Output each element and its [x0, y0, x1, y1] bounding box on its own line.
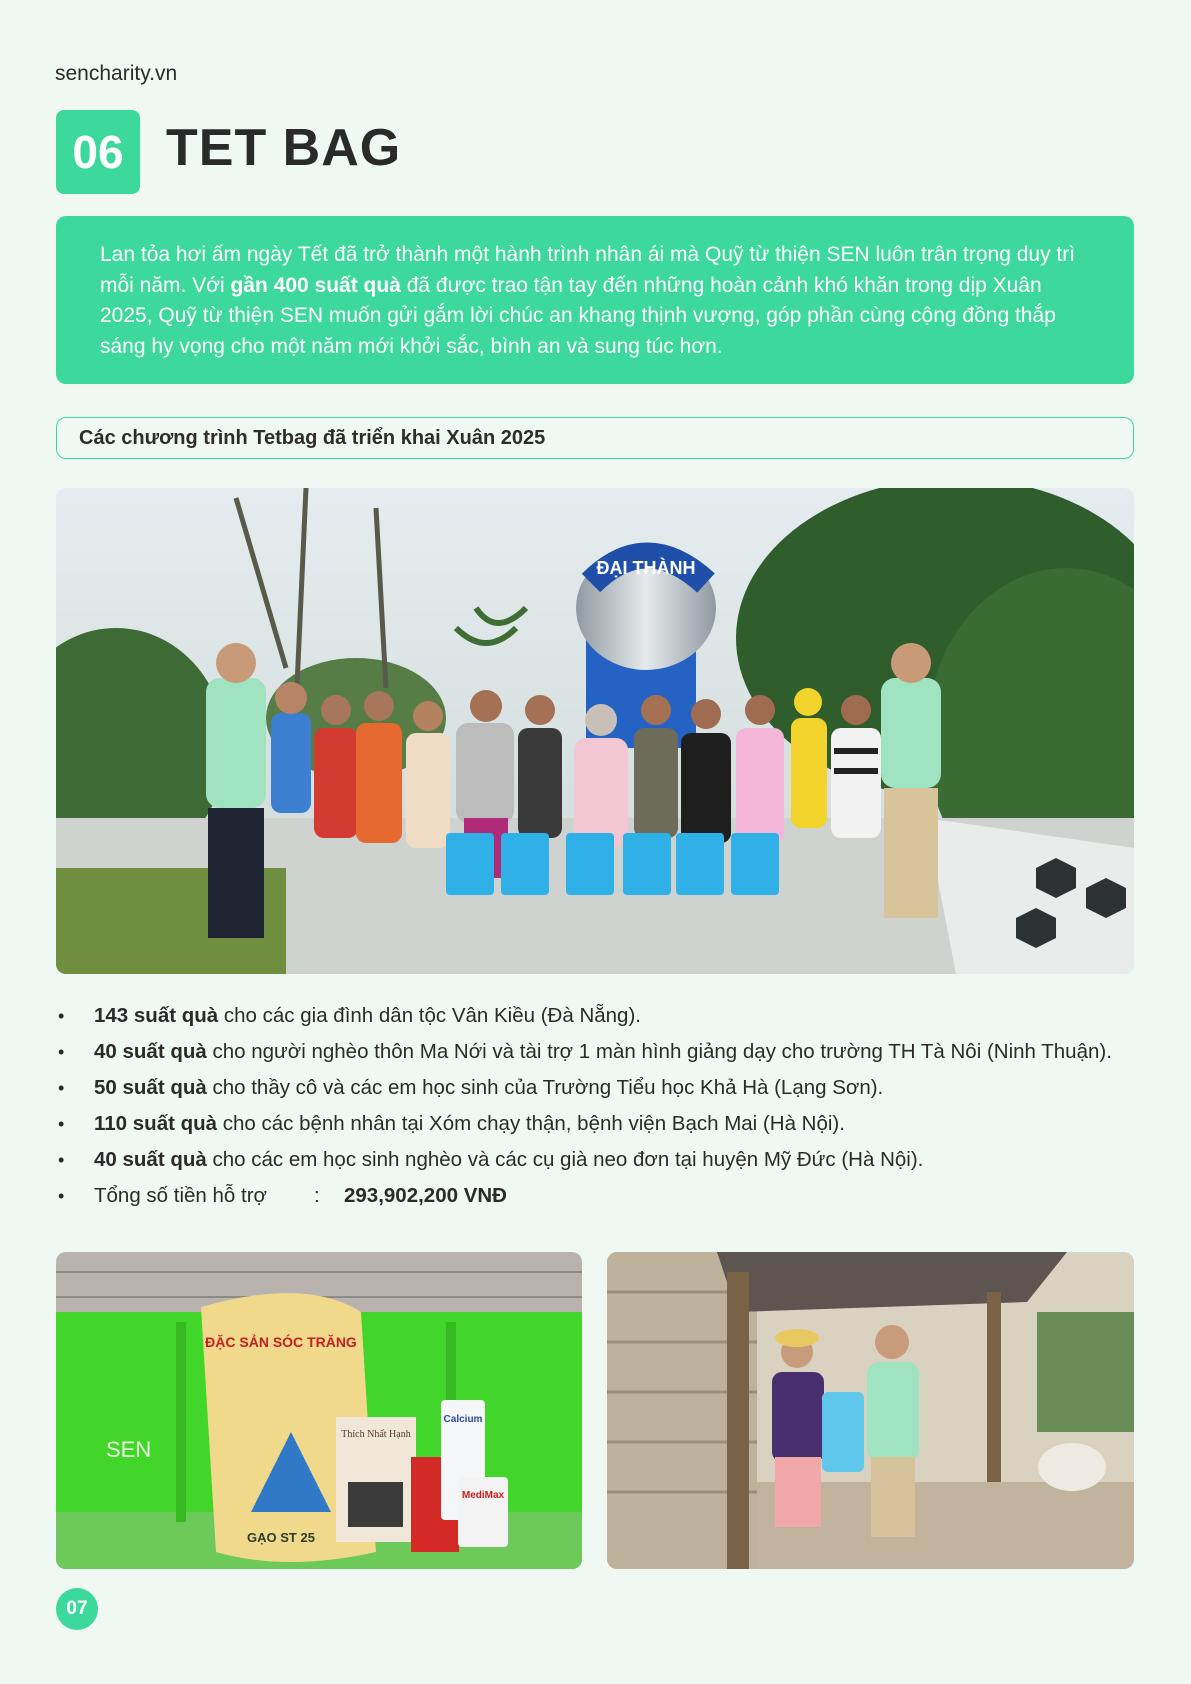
intro-box [56, 216, 1134, 384]
milk-label-2: MediMax [461, 1490, 505, 1501]
website-url: sencharity.vn [55, 62, 178, 85]
milk-label-1: Calcium [443, 1414, 483, 1425]
bullet-dot: • [58, 1149, 65, 1170]
total-row [56, 1178, 1156, 1214]
item-text: cho các em học sinh nghèo và các cụ già neo đơn tại huyện Mỹ Đức (Hà Nội). [206, 1148, 924, 1171]
item-count: 40 suất quà [94, 1148, 207, 1171]
rice-name-text: GẠO ST 25 [247, 1530, 315, 1545]
bullet-dot: • [58, 1185, 65, 1206]
item-count: 143 suất quà [94, 1004, 219, 1027]
bullet-dot: • [58, 1077, 65, 1098]
page-title: TET BAG [166, 119, 402, 177]
item-count: 40 suất quà [94, 1040, 207, 1063]
intro-highlight: gần 400 suất quà [230, 273, 401, 297]
rice-brand-text: ĐẶC SẢN SÓC TRĂNG [205, 1334, 357, 1350]
item-text: cho các bệnh nhân tại Xóm chạy thận, bệnh viện Bạch Mai (Hà Nội). [217, 1112, 845, 1135]
total-value: 293,902,200 VNĐ [344, 1184, 507, 1207]
section-heading: Các chương trình Tetbag đã triển khai Xuân 2025 [56, 417, 1134, 459]
book-label: Thích Nhất Hạnh [341, 1429, 411, 1440]
list-item [56, 1034, 1156, 1070]
section-number-badge: 06 [56, 110, 140, 194]
bullet-dot: • [58, 1041, 65, 1062]
item-text: cho các gia đình dân tộc Vân Kiều (Đà Nẵng). [218, 1004, 641, 1027]
tank-label: ĐẠI THÀNH [596, 558, 696, 578]
list-item [56, 1106, 1156, 1142]
list-item [56, 1142, 1156, 1178]
page-number: 07 [56, 1588, 98, 1630]
program-list [56, 998, 1156, 1214]
item-count: 50 suất quà [94, 1076, 207, 1099]
bullet-dot: • [58, 1005, 65, 1026]
list-item [56, 998, 1156, 1034]
item-text: cho thầy cô và các em học sinh của Trường Tiểu học Khả Hà (Lạng Sơn). [206, 1076, 884, 1099]
item-count: 110 suất quà [94, 1112, 218, 1135]
gift-bags-photo [56, 1252, 582, 1569]
total-colon: : [314, 1184, 320, 1207]
list-item [56, 1070, 1156, 1106]
sen-bag-logo: SEN [106, 1437, 152, 1462]
intro-text-start: Lan tỏa hơi ấm ngày Tết đã trở thành một hành trình nhân ái mà Quỹ từ thiện SEN luôn trân trọng duy trì mỗi năm. Với [100, 243, 1076, 297]
bullet-dot: • [58, 1113, 65, 1134]
group-photo [56, 488, 1134, 974]
item-text: cho người nghèo thôn Ma Nới và tài trợ 1 màn hình giảng dạy cho trường TH Tà Nôi (Ninh Thuận). [206, 1040, 1112, 1063]
total-label: Tổng số tiền hỗ trợ [94, 1184, 267, 1207]
gift-handover-photo [607, 1252, 1134, 1569]
intro-text-end: đã được trao tận tay đến những hoàn cảnh khó khăn trong dịp Xuân 2025, Quỹ từ thiện SEN muốn gửi gắm lời chúc an khang thịnh vượng, góp phần cùng cộng đồng thắp sáng hy vọng cho một năm mới khởi sắc, bình an và sung túc hơn. [100, 273, 1056, 358]
